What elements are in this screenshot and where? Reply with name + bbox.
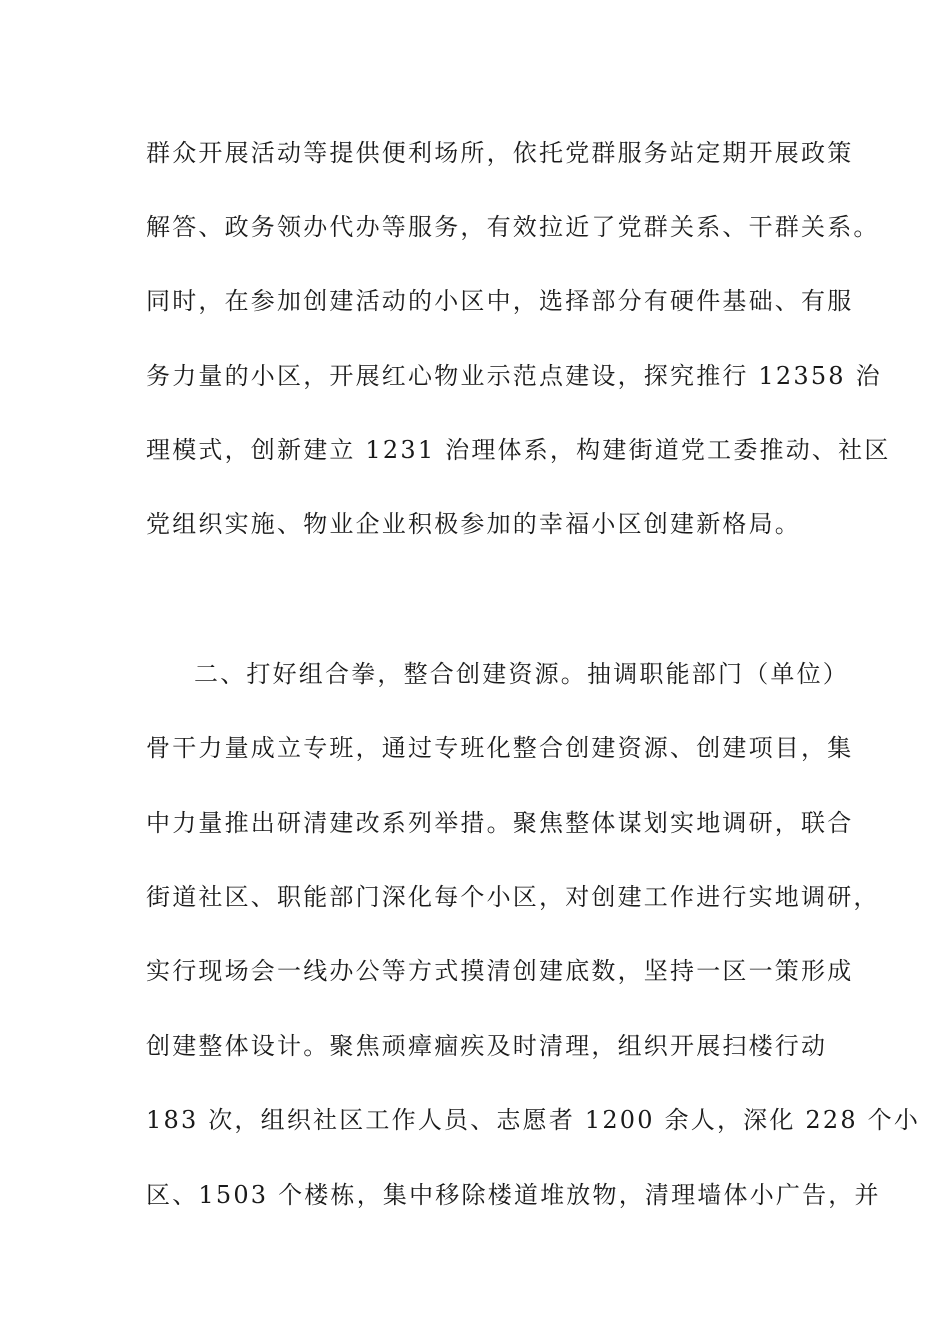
text-line: 实行现场会一线办公等方式摸清创建底数，坚持一区一策形成 — [146, 957, 854, 985]
text-line: 解答、政务领办代办等服务，有效拉近了党群关系、干群关系。 — [146, 213, 880, 241]
section-heading-line: 二、打好组合拳，整合创建资源。抽调职能部门（单位） — [194, 660, 849, 688]
text-line: 务力量的小区，开展红心物业示范点建设，探究推行 12358 治 — [146, 362, 882, 390]
text-line: 中力量推出研清建改系列举措。聚焦整体谋划实地调研，联合 — [146, 809, 854, 837]
text-line: 183 次，组织社区工作人员、志愿者 1200 余人，深化 228 个小 — [146, 1106, 921, 1134]
text-line: 同时，在参加创建活动的小区中，选择部分有硬件基础、有服 — [146, 287, 854, 315]
text-line: 骨干力量成立专班，通过专班化整合创建资源、创建项目，集 — [146, 734, 854, 762]
text-line: 党组织实施、物业企业积极参加的幸福小区创建新格局。 — [146, 510, 801, 538]
text-line: 群众开展活动等提供便利场所，依托党群服务站定期开展政策 — [146, 139, 854, 167]
text-line: 街道社区、职能部门深化每个小区，对创建工作进行实地调研， — [146, 883, 880, 911]
text-line: 理模式，创新建立 1231 治理体系，构建街道党工委推动、社区 — [146, 436, 891, 464]
text-line: 创建整体设计。聚焦顽瘴痼疾及时清理，组织开展扫楼行动 — [146, 1032, 828, 1060]
text-line: 区、1503 个楼栋，集中移除楼道堆放物，清理墙体小广告，并 — [146, 1181, 881, 1209]
